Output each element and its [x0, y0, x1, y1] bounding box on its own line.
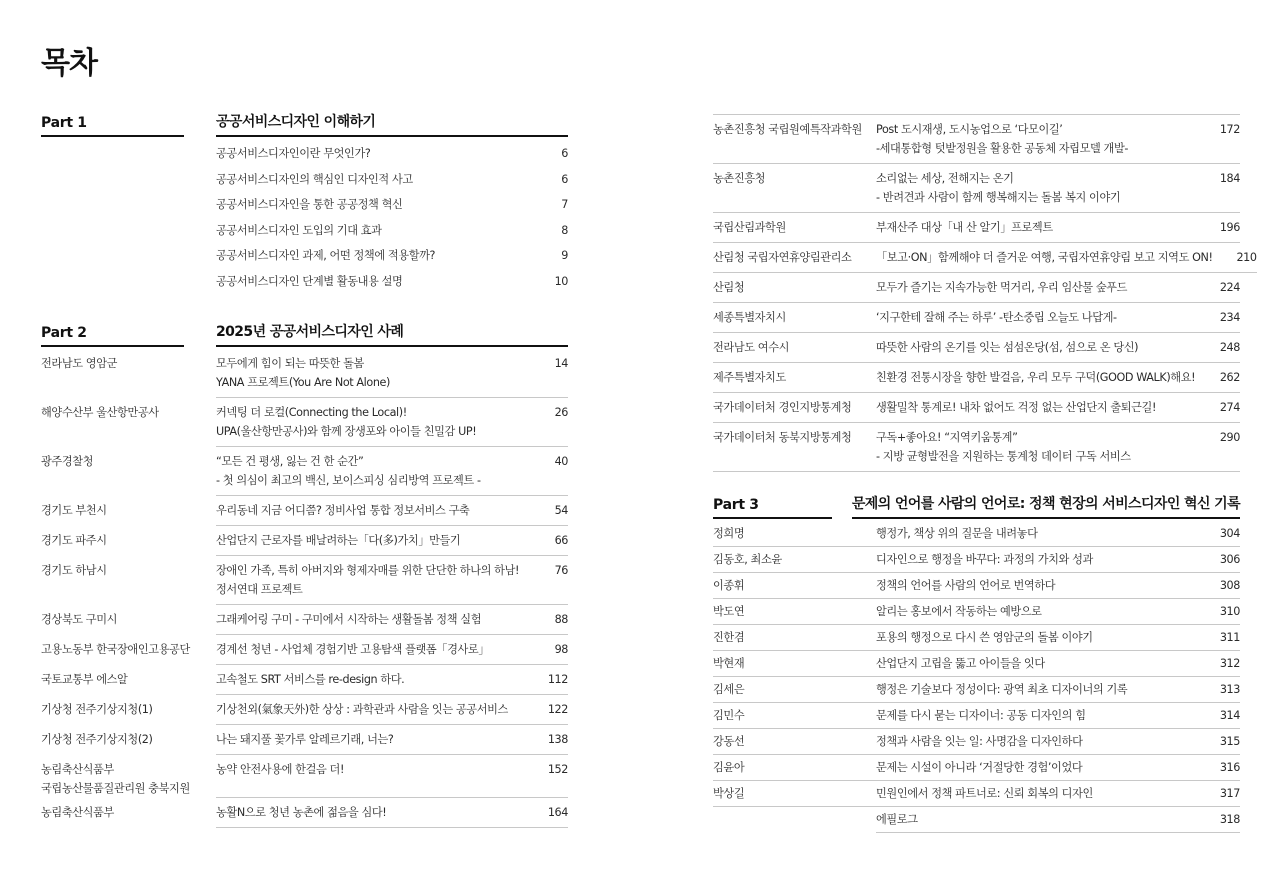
toc-entry-org-line1: 광주경찰청	[41, 455, 94, 468]
toc-entry-page: 76	[554, 564, 568, 577]
toc-entry-title	[216, 452, 524, 490]
toc-entry-title: 문제는 시설이 아니라 ‘거절당한 경험’이었다	[876, 761, 1083, 774]
toc-entry-title-line1: 농활N으로 청년 농촌에 젊음을 심다!	[216, 806, 387, 819]
toc-entry-title	[216, 354, 524, 392]
toc-entry-body	[216, 665, 568, 695]
toc-entry-author: 진한겸	[713, 625, 876, 651]
toc-entry[interactable]	[41, 218, 568, 244]
toc-entry-title	[876, 368, 1196, 387]
toc-entry-org-line1: 경상북도 구미시	[41, 613, 118, 626]
toc-entry-body	[876, 164, 1240, 213]
toc-entry[interactable]	[713, 781, 1240, 807]
toc-entry[interactable]	[713, 333, 1240, 363]
toc-entry-title-line1: 그래케어링 구미 - 구미에서 시작하는 생활돌봄 정책 실험	[216, 613, 482, 626]
toc-entry[interactable]	[713, 807, 1240, 833]
part3-section	[713, 496, 1240, 833]
toc-entry-body	[876, 243, 1257, 273]
toc-entry-spacer	[41, 243, 216, 269]
toc-entry-page: 6	[561, 147, 568, 160]
toc-entry-title-line1: 소리없는 세상, 전해지는 온기	[876, 172, 1014, 185]
toc-entry-title	[876, 278, 1196, 297]
right-column	[713, 114, 1257, 833]
toc-entry-author	[713, 807, 876, 833]
toc-entry-title-line1: “모든 건 평생, 잃는 건 한 순간”	[216, 455, 364, 468]
toc-entry-body	[876, 599, 1240, 625]
toc-entry-title	[216, 501, 524, 520]
toc-entry-title-line1: 모두에게 힘이 되는 따뜻한 돌봄	[216, 357, 364, 370]
toc-entry-title-line2: 정서연대 프로젝트	[216, 583, 303, 596]
toc-entry[interactable]	[41, 349, 568, 398]
toc-entry-title-line1: 부재산주 대상「내 산 알기」프로젝트	[876, 221, 1053, 234]
toc-entry-org: 국가데이터처 동북지방통계청	[713, 423, 876, 472]
toc-entry[interactable]	[41, 635, 568, 665]
toc-entry-page: 14	[554, 357, 568, 370]
toc-entry-spacer	[41, 218, 216, 244]
toc-entry-title: 공공서비스디자인 단계별 활동내용 설명	[216, 274, 403, 288]
toc-entry-title-line1: 「보고·ON」함께해야 더 즐거운 여행, 국립자연휴양림 보고 지역도 ON!	[876, 251, 1213, 264]
part3-list	[713, 521, 1240, 833]
toc-entry-title-line1: 나는 돼지풀 꽃가루 알레르기래, 너는?	[216, 733, 394, 746]
toc-entry-org: 농촌진흥청	[713, 164, 876, 213]
toc-entry-page: 310	[1219, 605, 1240, 618]
toc-entry[interactable]	[41, 398, 568, 447]
toc-entry-org	[41, 605, 216, 635]
toc-entry-title-line1: ‘지구한테 잘해 주는 하루’ -탄소중립 오늘도 나답게-	[876, 311, 1117, 324]
toc-entry-body	[216, 526, 568, 556]
toc-entry-page: 304	[1219, 527, 1240, 540]
toc-entry-body	[216, 695, 568, 725]
toc-entry-title-line2: YANA 프로젝트(You Are Not Alone)	[216, 376, 390, 389]
toc-entry-body	[876, 521, 1240, 547]
toc-entry-body	[876, 393, 1240, 423]
toc-entry-author: 정희명	[713, 521, 876, 547]
toc-entry-page: 112	[547, 673, 568, 686]
part1-section	[41, 114, 568, 294]
toc-entry[interactable]	[41, 798, 568, 828]
toc-entry[interactable]	[713, 363, 1240, 393]
toc-entry-page: 10	[554, 274, 568, 288]
toc-entry-title: 공공서비스디자인의 핵심인 디자인적 사고	[216, 172, 413, 186]
toc-entry-page: 274	[1219, 401, 1240, 414]
toc-entry-title-line1: 산업단지 근로자를 배날려하는「다(多)가치」만들기	[216, 534, 461, 547]
toc-entry-body	[216, 218, 568, 244]
toc-entry-org	[41, 556, 216, 605]
toc-entry-title-line2: UPA(울산항만공사)와 함께 장생포와 아이들 친밀감 UP!	[216, 425, 477, 438]
toc-entry-page: 26	[554, 406, 568, 419]
toc-entry-author: 박도연	[713, 599, 876, 625]
page-title: 목차	[41, 46, 97, 81]
toc-entry-title	[876, 169, 1196, 207]
toc-entry-title-line1: 생활밀착 통계로! 내차 없어도 걱정 없는 산업단지 출퇴근길!	[876, 401, 1157, 414]
toc-entry-page: 308	[1219, 579, 1240, 592]
toc-entry-page: 234	[1219, 311, 1240, 324]
left-column	[41, 114, 568, 828]
toc-entry-body	[876, 115, 1240, 164]
part2-title[interactable]: 2025년 공공서비스디자인 사례	[216, 321, 568, 347]
toc-entry-org: 세종특별자치시	[713, 303, 876, 333]
toc-entry[interactable]	[713, 115, 1240, 164]
toc-entry-body	[216, 167, 568, 193]
toc-entry-org-line1: 경기도 파주시	[41, 534, 107, 547]
toc-entry-body	[216, 349, 568, 398]
toc-entry-page: 138	[547, 733, 568, 746]
toc-entry-org-line2: 국립농산물품질관리원 충북지원	[41, 782, 190, 795]
toc-entry-title	[876, 398, 1196, 417]
toc-entry-page: 317	[1219, 787, 1240, 800]
toc-entry-title	[876, 428, 1196, 466]
toc-entry-title-line1: 장애인 가족, 특히 아버지와 형제자매를 위한 단단한 하나의 하남!	[216, 564, 520, 577]
toc-entry[interactable]	[713, 599, 1240, 625]
toc-entry-body	[216, 269, 568, 295]
toc-entry-author: 김윤아	[713, 755, 876, 781]
part1-label: Part 1	[41, 115, 184, 137]
toc-entry[interactable]	[41, 496, 568, 526]
toc-entry-body	[216, 635, 568, 665]
toc-entry[interactable]	[713, 393, 1240, 423]
toc-entry-title-line1: 기상천외(氣象天外)한 상상 : 과학관과 사람을 잇는 공공서비스	[216, 703, 508, 716]
toc-entry-title	[216, 640, 524, 659]
toc-entry-author: 박현재	[713, 651, 876, 677]
toc-entry-title: 디자인으로 행정을 바꾸다: 과정의 가치와 성과	[876, 553, 1093, 566]
toc-entry-org	[41, 398, 216, 447]
toc-entry-org	[41, 349, 216, 398]
toc-entry-page: 88	[554, 613, 568, 626]
toc-entry[interactable]	[41, 167, 568, 193]
toc-entry[interactable]	[41, 192, 568, 218]
toc-entry-org: 국가데이터처 경인지방통계청	[713, 393, 876, 423]
toc-entry-org: 농촌진흥청 국립원예특작과학원	[713, 115, 876, 164]
toc-entry-title	[216, 610, 524, 629]
toc-entry-body	[216, 556, 568, 605]
toc-entry-body	[876, 677, 1240, 703]
toc-entry-page: 290	[1219, 431, 1240, 444]
toc-entry[interactable]	[713, 213, 1240, 243]
part1-title[interactable]: 공공서비스디자인 이해하기	[216, 111, 568, 137]
toc-entry-org	[41, 755, 216, 798]
toc-entry-body	[876, 423, 1240, 472]
toc-entry-body	[876, 547, 1240, 573]
toc-entry[interactable]	[713, 677, 1240, 703]
toc-entry[interactable]	[41, 556, 568, 605]
toc-entry-title: 민원인에서 정책 파트너로: 신뢰 회복의 디자인	[876, 787, 1093, 800]
toc-entry-title	[216, 700, 524, 719]
toc-entry-page: 316	[1219, 761, 1240, 774]
toc-entry[interactable]	[713, 423, 1240, 472]
toc-entry-page: 248	[1219, 341, 1240, 354]
toc-entry-title: 알리는 홍보에서 작동하는 예방으로	[876, 605, 1042, 618]
toc-entry-title-line2: -세대통합형 텃밭정원을 활용한 공동체 자립모델 개발-	[876, 142, 1129, 155]
toc-entry-org: 제주특별자치도	[713, 363, 876, 393]
toc-entry-body	[216, 141, 568, 167]
toc-entry-page: 98	[554, 643, 568, 656]
toc-entry[interactable]	[713, 703, 1240, 729]
toc-entry[interactable]	[713, 521, 1240, 547]
toc-entry-title: 문제를 다시 묻는 디자이너: 공동 디자인의 힘	[876, 709, 1086, 722]
toc-entry-author: 이종휘	[713, 573, 876, 599]
toc-entry-body	[876, 651, 1240, 677]
part1-header	[41, 114, 568, 137]
toc-entry-page: 40	[554, 455, 568, 468]
toc-entry-org-line1: 기상청 전주기상지청(1)	[41, 703, 153, 716]
part2-list	[41, 349, 568, 828]
toc-entry-org-line1: 고용노동부 한국장애인고용공단	[41, 643, 190, 656]
toc-entry-page: 172	[1219, 123, 1240, 136]
toc-entry-body	[876, 573, 1240, 599]
toc-entry-page: 314	[1219, 709, 1240, 722]
toc-entry-title	[216, 803, 524, 822]
toc-entry-title: 공공서비스디자인이란 무엇인가?	[216, 147, 371, 160]
toc-entry[interactable]	[41, 725, 568, 755]
toc-entry-body	[876, 729, 1240, 755]
toc-entry-spacer	[41, 167, 216, 193]
toc-entry-org	[41, 798, 216, 828]
toc-entry-page: 312	[1219, 657, 1240, 670]
toc-entry-org	[41, 695, 216, 725]
toc-entry-title: 행정은 기술보다 정성이다: 광역 최초 디자이너의 기록	[876, 683, 1128, 696]
toc-entry-page: 7	[561, 198, 568, 211]
toc-entry-org-line1: 국토교통부 에스알	[41, 673, 128, 686]
toc-entry-body	[216, 496, 568, 526]
toc-entry-body	[876, 213, 1240, 243]
toc-entry-org-line1: 농림축산식품부	[41, 763, 114, 776]
toc-entry-title: 공공서비스디자인 과제, 어떤 정책에 적용할까?	[216, 249, 436, 262]
toc-entry-title	[216, 730, 524, 749]
toc-entry-title	[876, 120, 1196, 158]
toc-entry-page: 311	[1219, 631, 1240, 644]
toc-entry-page: 210	[1236, 251, 1257, 264]
toc-entry-title-line2: - 반려견과 사람이 함께 행복해지는 돌봄 복지 이야기	[876, 191, 1121, 204]
toc-entry-spacer	[41, 192, 216, 218]
toc-entry-org	[41, 665, 216, 695]
toc-entry-page: 6	[561, 172, 568, 186]
toc-entry-title	[876, 248, 1213, 267]
part2-section	[41, 324, 568, 828]
toc-entry-spacer	[41, 141, 216, 167]
toc-entry-body	[216, 192, 568, 218]
toc-entry-title	[876, 218, 1196, 237]
toc-entry[interactable]	[713, 164, 1240, 213]
toc-entry-org	[41, 635, 216, 665]
toc-entry-title-line1: Post 도시재생, 도시농업으로 ‘다모이길’	[876, 123, 1063, 136]
toc-entry-page: 54	[554, 504, 568, 517]
toc-entry-org: 전라남도 여수시	[713, 333, 876, 363]
toc-entry-title-line1: 모두가 즐기는 지속가능한 먹거리, 우리 임산물 숲푸드	[876, 281, 1128, 294]
toc-entry[interactable]	[713, 547, 1240, 573]
toc-entry-title-line1: 고속철도 SRT 서비스를 re-design 하다.	[216, 673, 405, 686]
toc-entry[interactable]	[713, 651, 1240, 677]
toc-entry-title: 정책의 언어를 사람의 언어로 번역하다	[876, 579, 1056, 592]
toc-entry-title-line2: - 지방 균형발전을 지원하는 통계청 데이터 구독 서비스	[876, 450, 1131, 463]
toc-entry[interactable]	[713, 573, 1240, 599]
toc-entry-org-line1: 경기도 부천시	[41, 504, 107, 517]
toc-entry-author: 강동선	[713, 729, 876, 755]
toc-entry-page: 262	[1219, 371, 1240, 384]
part2-continued	[713, 114, 1257, 472]
toc-entry-body	[876, 273, 1240, 303]
toc-entry-title: 에필로그	[876, 813, 918, 826]
toc-entry-page: 66	[554, 534, 568, 547]
toc-entry[interactable]	[41, 269, 568, 295]
toc-entry-spacer	[41, 269, 216, 295]
toc-entry-body	[216, 447, 568, 496]
toc-entry-title: 공공서비스디자인 도입의 기대 효과	[216, 223, 382, 237]
toc-entry[interactable]	[713, 755, 1240, 781]
toc-entry-title-line1: 따뜻한 사람의 온기를 잇는 섬섬온당(섬, 섬으로 온 당신)	[876, 341, 1139, 354]
toc-entry-title-line1: 농약 안전사용에 한걸음 더!	[216, 763, 345, 776]
toc-entry-page: 164	[547, 806, 568, 819]
toc-entry-body	[216, 755, 568, 798]
toc-entry-page: 8	[561, 223, 568, 237]
toc-entry-page: 196	[1219, 221, 1240, 234]
toc-entry-body	[216, 605, 568, 635]
toc-entry-page: 318	[1219, 813, 1240, 826]
toc-entry[interactable]	[41, 447, 568, 496]
toc-entry-org-line1: 해양수산부 울산항만공사	[41, 406, 159, 419]
toc-entry-title	[216, 531, 524, 550]
toc-entry-title: 산업단지 고립을 뚫고 아이들을 잇다	[876, 657, 1045, 670]
toc-entry-author: 김세은	[713, 677, 876, 703]
toc-entry-title-line1: 우리동네 지금 어디쯤? 정비사업 통합 정보서비스 구축	[216, 504, 470, 517]
toc-entry[interactable]	[713, 729, 1240, 755]
toc-entry[interactable]	[41, 526, 568, 556]
toc-entry-org-line1: 전라남도 영암군	[41, 357, 118, 370]
toc-entry-org	[41, 496, 216, 526]
toc-entry-org-line1: 경기도 하남시	[41, 564, 107, 577]
toc-entry-org: 산림청 국립자연휴양림관리소	[713, 243, 876, 273]
toc-entry-title	[216, 760, 524, 792]
toc-entry[interactable]	[41, 755, 568, 798]
toc-entry-body	[216, 798, 568, 828]
toc-entry-title-line1: 경계선 청년 - 사업체 경험기반 고용탐색 플랫폼「경사로」	[216, 643, 490, 656]
toc-entry-title	[876, 338, 1196, 357]
toc-entry-body	[216, 398, 568, 447]
toc-entry-page: 122	[547, 703, 568, 716]
toc-entry-title: 포용의 행정으로 다시 쓴 영암군의 돌봄 이야기	[876, 631, 1093, 644]
part3-label: Part 3	[713, 497, 832, 519]
toc-entry-title-line1: 친환경 전통시장을 향한 발걸음, 우리 모두 구덕(GOOD WALK)해요!	[876, 371, 1196, 384]
toc-entry-author: 김동호, 최소윤	[713, 547, 876, 573]
toc-entry-org: 산림청	[713, 273, 876, 303]
toc-entry-page: 152	[547, 763, 568, 776]
toc-entry-body	[876, 703, 1240, 729]
part3-header	[713, 496, 1240, 519]
toc-entry-page: 184	[1219, 172, 1240, 185]
toc-entry-page: 313	[1219, 683, 1240, 696]
toc-entry-title: 공공서비스디자인을 통한 공공정책 혁신	[216, 198, 403, 211]
toc-entry-title: 행정가, 책상 위의 질문을 내려놓다	[876, 527, 1038, 540]
toc-entry-title-line1: 커넥팅 더 로컬(Connecting the Local)!	[216, 406, 407, 419]
toc-entry-org	[41, 447, 216, 496]
toc-entry[interactable]	[713, 273, 1240, 303]
toc-entry-page: 9	[561, 249, 568, 262]
toc-entry-page: 224	[1219, 281, 1240, 294]
toc-entry-title	[216, 670, 524, 689]
toc-entry[interactable]	[41, 243, 568, 269]
part2-header	[41, 324, 568, 347]
toc-entry[interactable]	[41, 141, 568, 167]
part1-list	[41, 141, 568, 294]
toc-entry-org	[41, 725, 216, 755]
toc-entry-org: 국립산림과학원	[713, 213, 876, 243]
toc-entry-page: 315	[1219, 735, 1240, 748]
toc-entry[interactable]	[41, 605, 568, 635]
toc-entry[interactable]	[41, 695, 568, 725]
part2-continued-list	[713, 115, 1257, 472]
toc-entry[interactable]	[713, 243, 1257, 273]
toc-entry-body	[876, 333, 1240, 363]
toc-entry-body	[876, 807, 1240, 833]
toc-entry-page: 306	[1219, 553, 1240, 566]
toc-entry-title	[216, 561, 524, 599]
toc-entry-title	[216, 403, 524, 441]
toc-entry-body	[216, 725, 568, 755]
toc-entry-body	[876, 363, 1240, 393]
toc-entry-author: 김민수	[713, 703, 876, 729]
toc-entry-title-line1: 구독+좋아요! “지역키움통계”	[876, 431, 1018, 444]
toc-entry-title-line2: - 첫 의심이 최고의 백신, 보이스피싱 심리방역 프로젝트 -	[216, 474, 481, 487]
toc-entry-body	[876, 755, 1240, 781]
toc-entry-org-line1: 기상청 전주기상지청(2)	[41, 733, 153, 746]
toc-entry[interactable]	[713, 625, 1240, 651]
toc-entry[interactable]	[713, 303, 1240, 333]
toc-entry-body	[876, 781, 1240, 807]
toc-entry-author: 박상길	[713, 781, 876, 807]
toc-entry-body	[876, 625, 1240, 651]
toc-entry-org-line1: 농림축산식품부	[41, 806, 114, 819]
toc-entry-body	[216, 243, 568, 269]
toc-entry-title: 정책과 사람을 잇는 일: 사명감을 디자인하다	[876, 735, 1083, 748]
toc-entry[interactable]	[41, 665, 568, 695]
part3-title[interactable]: 문제의 언어를 사람의 언어로: 정책 현장의 서비스디자인 혁신 기록	[852, 493, 1240, 519]
part2-label: Part 2	[41, 325, 184, 347]
toc-entry-org	[41, 526, 216, 556]
toc-entry-body	[876, 303, 1240, 333]
toc-entry-title	[876, 308, 1196, 327]
